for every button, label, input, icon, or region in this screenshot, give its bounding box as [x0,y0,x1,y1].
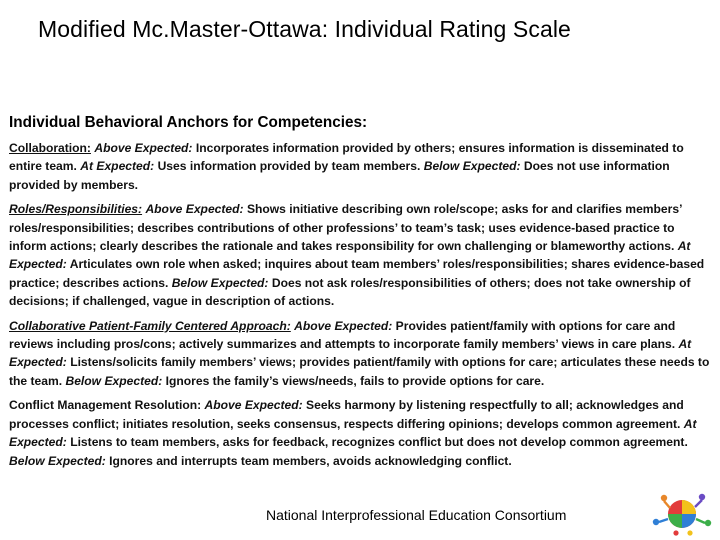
collaboration-above-text: Incorporates information provided by others; ensures information is disseminated to entire team. [9,141,684,174]
collaboration-below-label: Below Expected: [423,159,521,174]
collaboration-at-label: At Expected: [80,159,155,174]
patient-family-above-label: Above Expected: [294,318,393,333]
patient-family-label: Collaborative Patient-Family Centered Approach: [9,318,291,333]
anchors-content [9,113,714,470]
patient-family-block [9,317,714,391]
collaboration-block [9,139,714,194]
conflict-above-label: Above Expected: [204,398,303,413]
conflict-below-label: Below Expected: [9,453,106,468]
roles-label: Roles/Responsibilities: [9,202,143,217]
collaboration-label: Collaboration: [9,141,91,155]
collaboration-above-label: Above Expected: [94,141,193,155]
roles-above-text: Shows initiative describing own role/scope; asks for and clarifies members’ roles/responsibilities; describes contributions of other professions’ to team’s task; uses evidence-based practice to inform actions; clearly describes the rationale and takes responsibility for own challenging or blameworthy actions. [9,202,682,254]
patient-family-above-text: Provides patient/family with options for care and reviews including pros/cons; actively summarizes and attempts to incorporate family members’ views in care plans. [9,318,676,352]
roles-below-label: Below Expected: [171,275,269,290]
roles-at-label: At Expected: [9,239,691,272]
roles-above-label: Above Expected: [145,202,244,217]
roles-block [9,200,714,310]
conflict-at-text: Listens to team members, asks for feedback, recognizes conflict but does not develop common agreement. [70,435,688,450]
roles-below-text: Does not ask roles/responsibilities of others; does not take ownership of decisions; if challenged, vague in description of actions. [9,275,691,309]
anchors-heading: Individual Behavioral Anchors for Competencies: [9,114,368,131]
footer-organization: National Interprofessional Education Consortium [266,507,567,523]
conflict-at-label: At Expected: [9,416,697,450]
puzzle-people-logo-icon [650,490,714,536]
conflict-label: Conflict Management Resolution: [9,398,202,413]
patient-family-at-label: At Expected: [9,337,692,370]
slide-title: Modified Mc.Master-Ottawa: Individual Rating Scale [38,16,571,42]
collaboration-below-text: Does not use information provided by members. [9,159,670,192]
conflict-above-text: Seeks harmony by listening respectfully to all; acknowledges and processes conflict; initiates resolution, seeks consensus, respects differing opinions; develops common agreement. [9,398,684,431]
conflict-below-text: Ignores and interrupts team members, avoids acknowledging conflict. [109,453,512,468]
conflict-block [9,396,714,470]
collaboration-at-text: Uses information provided by team members. [157,159,421,174]
patient-family-below-text: Ignores the family’s views/needs, fails to provide options for care. [165,373,545,388]
patient-family-at-text: Listens/solicits family members’ views; provides patient/family with options for care; articulates these needs to the team. [9,355,710,388]
patient-family-below-label: Below Expected: [65,373,163,388]
roles-at-text: Articulates own role when asked; inquires about team members’ roles/responsibilities; shares evidence-based practice; describes actions. [9,257,705,290]
